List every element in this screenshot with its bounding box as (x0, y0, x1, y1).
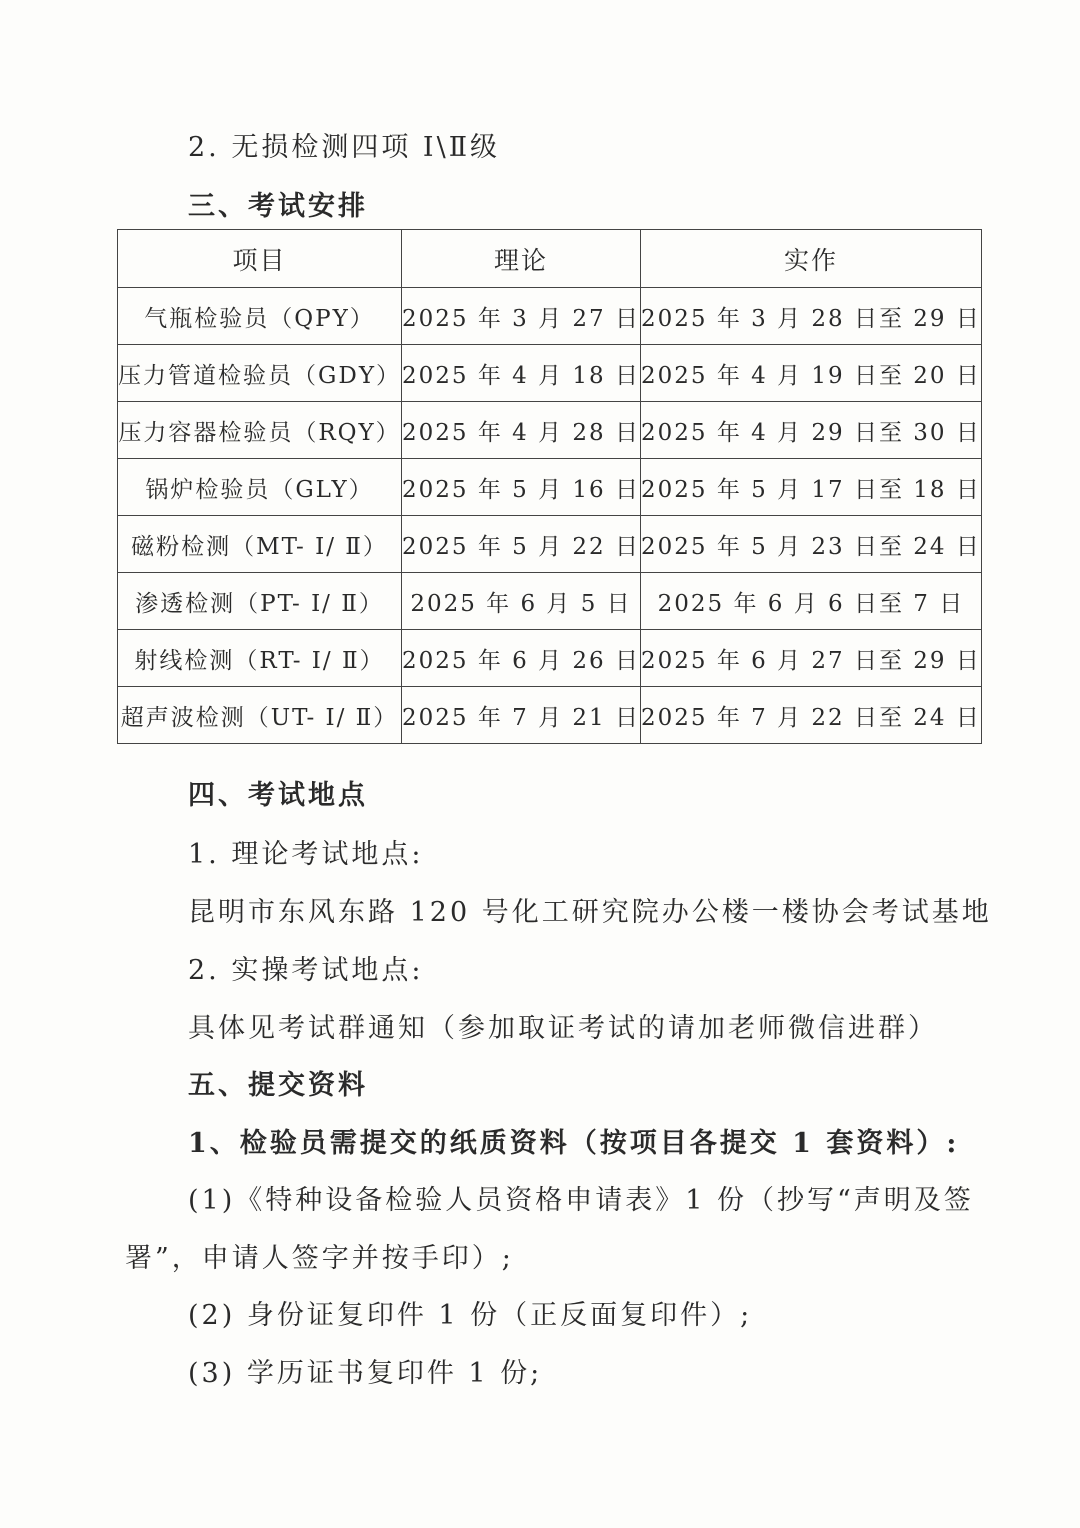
table-row (118, 573, 982, 630)
material-item-1-line-2: 署”，申请人签字并按手印）; (125, 1243, 514, 1274)
table-row (118, 459, 982, 516)
table-cell-practical: 2025 年 6 月 27 日至 29 日 (641, 630, 982, 687)
table-cell-theory: 2025 年 4 月 28 日 (402, 402, 641, 459)
practical-location-note: 具体见考试群通知（参加取证考试的请加老师微信进群） (188, 1013, 938, 1044)
table-row (118, 630, 982, 687)
material-item-1-line-1: (1)《特种设备检验人员资格申请表》1 份（抄写“声明及签 (188, 1185, 974, 1216)
table-cell-item: 压力管道检验员（GDY） (118, 345, 402, 402)
table-cell-theory: 2025 年 5 月 22 日 (402, 516, 641, 573)
table-cell-practical: 2025 年 5 月 17 日至 18 日 (641, 459, 982, 516)
table-cell-practical: 2025 年 5 月 23 日至 24 日 (641, 516, 982, 573)
table-cell-item: 射线检测（RT- Ⅰ/ Ⅱ） (118, 630, 402, 687)
table-cell-item: 渗透检测（PT- Ⅰ/ Ⅱ） (118, 573, 402, 630)
inspector-materials-heading: 1、检验员需提交的纸质资料（按项目各提交 1 套资料）: (188, 1128, 960, 1159)
section-heading-exam-schedule: 三、考试安排 (188, 191, 368, 222)
column-header-practical: 实作 (641, 230, 982, 288)
table-cell-practical: 2025 年 7 月 22 日至 24 日 (641, 687, 982, 744)
column-header-item: 项目 (118, 230, 402, 288)
practical-location-label: 2. 实操考试地点: (188, 955, 424, 986)
section-heading-exam-location: 四、考试地点 (188, 780, 368, 811)
table-cell-theory: 2025 年 3 月 27 日 (402, 288, 641, 345)
table-cell-practical: 2025 年 4 月 19 日至 20 日 (641, 345, 982, 402)
table-cell-theory: 2025 年 5 月 16 日 (402, 459, 641, 516)
table-cell-item: 超声波检测（UT- Ⅰ/ Ⅱ） (118, 687, 402, 744)
section-heading-submit-materials: 五、提交资料 (188, 1070, 368, 1101)
table-header-row (118, 230, 982, 288)
table-cell-theory: 2025 年 6 月 26 日 (402, 630, 641, 687)
table-row (118, 402, 982, 459)
table-row (118, 687, 982, 744)
table-cell-item: 气瓶检验员（QPY） (118, 288, 402, 345)
material-item-3: (3) 学历证书复印件 1 份; (188, 1358, 543, 1389)
table-cell-item: 磁粉检测（MT- Ⅰ/ Ⅱ） (118, 516, 402, 573)
material-item-2: (2) 身份证复印件 1 份（正反面复印件）; (188, 1300, 753, 1331)
table-cell-theory: 2025 年 7 月 21 日 (402, 687, 641, 744)
table-row (118, 345, 982, 402)
table-cell-practical: 2025 年 6 月 6 日至 7 日 (641, 573, 982, 630)
table-cell-practical: 2025 年 3 月 28 日至 29 日 (641, 288, 982, 345)
table-cell-item: 锅炉检验员（GLY） (118, 459, 402, 516)
table-row (118, 516, 982, 573)
column-header-theory: 理论 (402, 230, 641, 288)
table-cell-theory: 2025 年 4 月 18 日 (402, 345, 641, 402)
list-item-ndt-levels: 2. 无损检测四项 I\Ⅱ级 (188, 132, 501, 163)
table-cell-practical: 2025 年 4 月 29 日至 30 日 (641, 402, 982, 459)
exam-schedule-table (117, 229, 982, 744)
table-row (118, 288, 982, 345)
theory-location-label: 1. 理论考试地点: (188, 839, 424, 870)
table-cell-theory: 2025 年 6 月 5 日 (402, 573, 641, 630)
theory-location-address: 昆明市东风东路 120 号化工研究院办公楼一楼协会考试基地 (188, 897, 992, 928)
table-cell-item: 压力容器检验员（RQY） (118, 402, 402, 459)
